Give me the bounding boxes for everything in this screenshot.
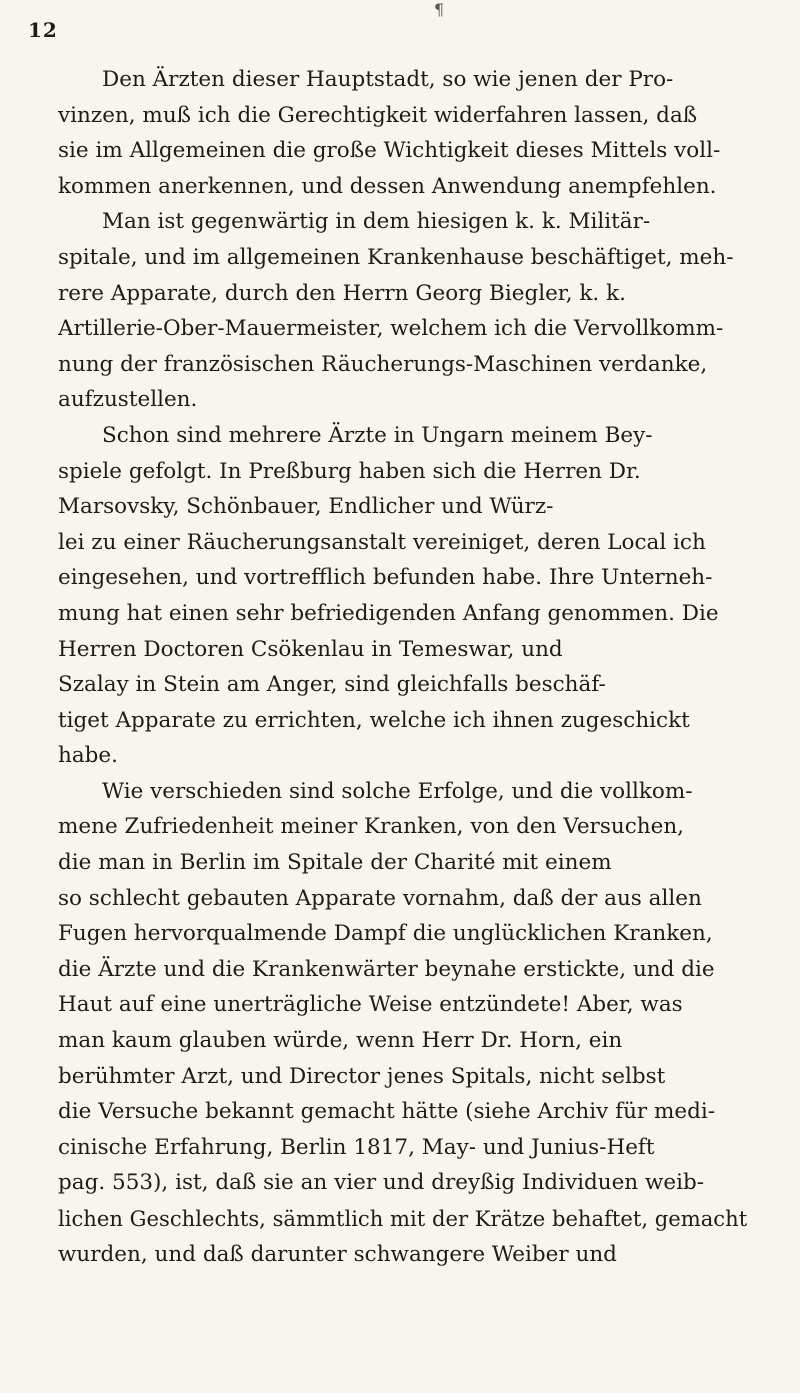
text-line: rere Apparate, durch den Herrn Georg Biegler, k. k. xyxy=(58,280,626,306)
text-line: Marsovsky, Schönbauer, Endlicher und Würz- xyxy=(58,494,554,520)
text-line: habe. xyxy=(58,743,118,769)
text-line: berühmter Arzt, und Director jenes Spitals, nicht selbst xyxy=(58,1063,666,1089)
text-line: wurden, und daß darunter schwangere Weiber und xyxy=(58,1241,617,1267)
text-line: Herren Doctoren Csökenlau in Temeswar, und xyxy=(58,636,563,662)
text-line: lei zu einer Räucherungsanstalt vereiniget, deren Local ich xyxy=(58,529,706,555)
text-line: die Versuche bekannt gemacht hätte (siehe Archiv für medi- xyxy=(58,1099,716,1125)
text-line: nung der französischen Räucherungs-Maschinen verdanke, xyxy=(58,351,708,377)
text-line: Den Ärzten dieser Hauptstadt, so wie jenen der Pro- xyxy=(102,67,674,92)
text-line: cinische Erfahrung, Berlin 1817, May- und Junius-Heft xyxy=(58,1134,655,1160)
text-line: tiget Apparate zu errichten, welche ich ihnen zugeschickt xyxy=(58,707,690,733)
text-line: Fugen hervorqualmende Dampf die unglücklichen Kranken, xyxy=(58,921,713,947)
text-line: die man in Berlin im Spitale der Charité mit einem xyxy=(58,850,612,876)
text-line: eingesehen, und vortrefflich befunden habe. Ihre Unterneh- xyxy=(58,565,713,591)
text-line: Schon sind mehrere Ärzte in Ungarn meinem Bey- xyxy=(102,422,653,448)
top-mark: ¶ xyxy=(434,0,445,19)
text-line: man kaum glauben würde, wenn Herr Dr. Horn, ein xyxy=(58,1028,623,1054)
text-line: so schlecht gebauten Apparate vornahm, daß der aus allen xyxy=(58,885,702,911)
text-line: Man ist gegenwärtig in dem hiesigen k. k. Militär- xyxy=(102,209,651,235)
text-line: sie im Allgemeinen die große Wichtigkeit dieses Mittels voll- xyxy=(58,138,721,164)
body-text xyxy=(58,62,748,1272)
text-line: Wie verschieden sind solche Erfolge, und die vollkom- xyxy=(102,778,693,804)
text-line: mung hat einen sehr befriedigenden Anfang genommen. Die xyxy=(58,600,719,626)
text-line: die Ärzte und die Krankenwärter beynahe erstickte, und die xyxy=(58,956,715,982)
page-number: 12 xyxy=(28,18,58,42)
text-line: Artillerie-Ober-Mauermeister, welchem ich die Vervollkomm- xyxy=(58,316,724,342)
text-line: pag. 553), ist, daß sie an vier und dreyßig Individuen weib- xyxy=(58,1170,705,1196)
text-line: vinzen, muß ich die Gerechtigkeit widerfahren lassen, daß xyxy=(58,102,698,128)
text-line: spiele gefolgt. In Preßburg haben sich die Herren Dr. xyxy=(58,458,641,484)
text-line: kommen anerkennen, und dessen Anwendung anempfehlen. xyxy=(58,173,717,199)
text-line: mene Zufriedenheit meiner Kranken, von den Versuchen, xyxy=(58,814,684,840)
text-line: spitale, und im allgemeinen Krankenhause beschäftiget, meh- xyxy=(58,244,734,270)
text-line: Haut auf eine unerträgliche Weise entzündete! Aber, was xyxy=(58,992,683,1018)
text-line: lichen Geschlechts, sämmtlich mit der Krätze behaftet, gemacht xyxy=(58,1206,748,1231)
text-line: aufzustellen. xyxy=(58,387,198,413)
text-line: Szalay in Stein am Anger, sind gleichfalls beschäf- xyxy=(58,672,606,698)
